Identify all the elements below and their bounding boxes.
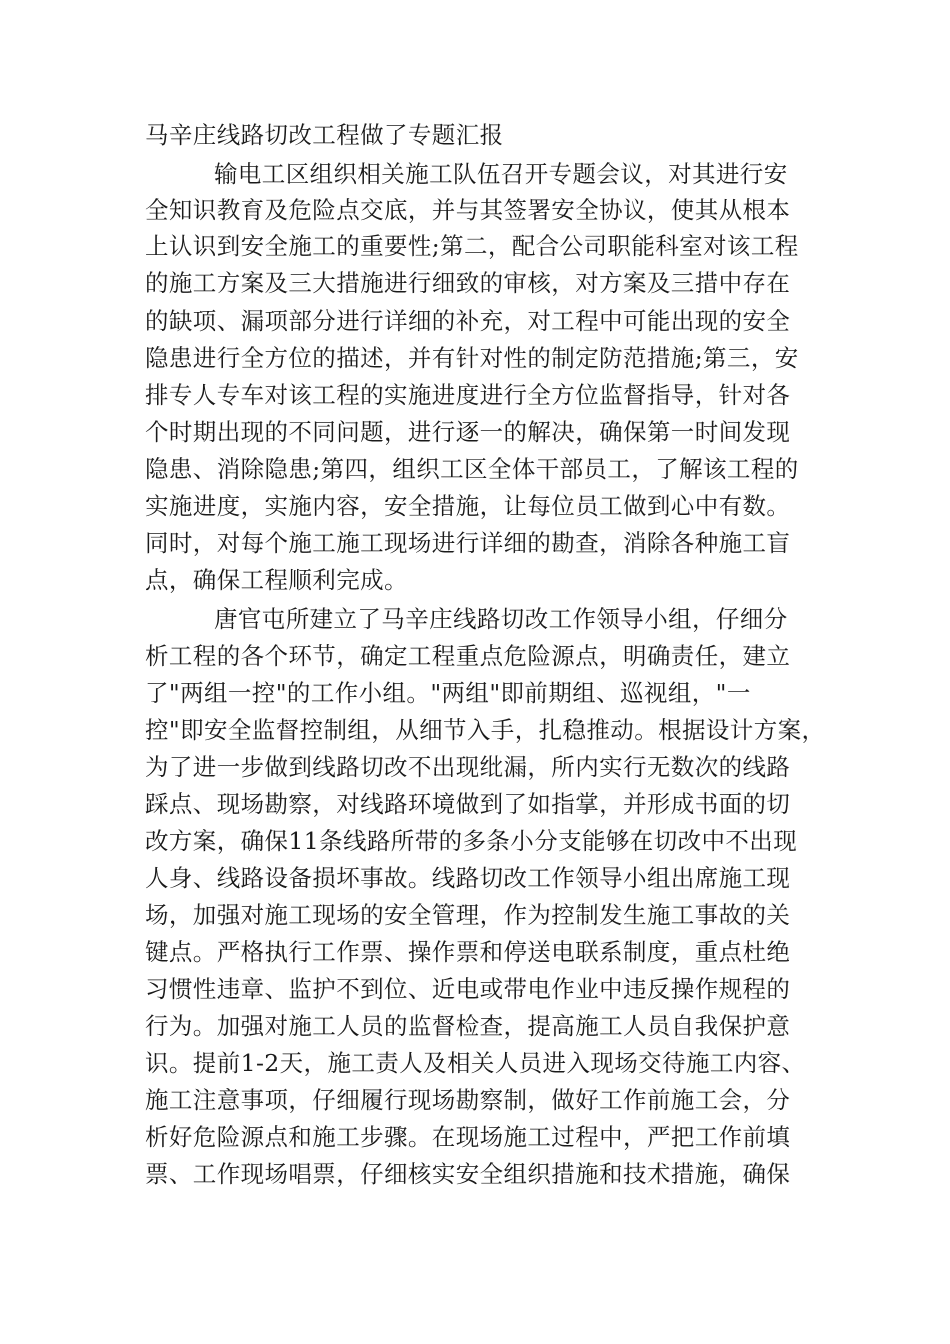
paragraph-2-line: 施工注意事项，仔细履行现场勘察制，做好工作前施工会，分 (145, 1086, 791, 1114)
paragraph-1-line: 排专人专车对该工程的实施进度进行全方位监督指导，针对各 (145, 381, 791, 409)
paragraph-2-line: 析好危险源点和施工步骤。在现场施工过程中，严把工作前填 (145, 1123, 791, 1151)
paragraph-2-line: 控"即安全监督控制组，从细节入手，扎稳推动。根据设计方案， (145, 716, 826, 744)
paragraph-2-line: 改方案，确保11条线路所带的多条小分支能够在切改中不出现 (145, 827, 798, 855)
document-heading: 马辛庄线路切改工程做了专题汇报 (145, 121, 504, 149)
paragraph-1-line: 隐患、消除隐患;第四，组织工区全体干部员工，了解该工程的 (145, 455, 799, 483)
paragraph-2-line: 了"两组一控"的工作小组。"两组"即前期组、巡视组，"一 (145, 679, 751, 707)
paragraph-2-line: 习惯性违章、监护不到位、近电或带电作业中违反操作规程的 (145, 975, 791, 1003)
paragraph-2-line: 为了进一步做到线路切改不出现纰漏，所内实行无数次的线路 (145, 753, 791, 781)
paragraph-1-line: 实施进度，实施内容，安全措施，让每位员工做到心中有数。 (145, 492, 791, 520)
paragraph-1-line: 同时，对每个施工施工现场进行详细的勘查，消除各种施工盲 (145, 529, 791, 557)
paragraph-2-line: 场，加强对施工现场的安全管理，作为控制发生施工事故的关 (145, 901, 791, 929)
paragraph-2-line: 踩点、现场勘察，对线路环境做到了如指掌，并形成书面的切 (145, 790, 791, 818)
paragraph-2-line: 人身、线路设备损坏事故。线路切改工作领导小组出席施工现 (145, 864, 791, 892)
paragraph-1-line: 隐患进行全方位的描述，并有针对性的制定防范措施;第三，安 (145, 344, 799, 372)
paragraph-1-line: 个时期出现的不同问题，进行逐一的解决，确保第一时间发现 (145, 418, 791, 446)
paragraph-1-line: 的施工方案及三大措施进行细致的审核，对方案及三措中存在 (145, 269, 791, 297)
paragraph-2-line: 键点。严格执行工作票、操作票和停送电联系制度，重点杜绝 (145, 938, 791, 966)
paragraph-1-line: 全知识教育及危险点交底，并与其签署安全协议，使其从根本 (145, 196, 791, 224)
paragraph-1-line: 点，确保工程顺利完成。 (145, 566, 408, 594)
paragraph-2-line: 析工程的各个环节，确定工程重点危险源点，明确责任，建立 (145, 642, 791, 670)
paragraph-2-line: 唐官屯所建立了马辛庄线路切改工作领导小组，仔细分 (214, 605, 788, 633)
paragraph-2-line: 票、工作现场唱票，仔细核实安全组织措施和技术措施，确保 (145, 1160, 791, 1188)
paragraph-1-line: 的缺项、漏项部分进行详细的补充，对工程中可能出现的安全 (145, 307, 791, 335)
paragraph-1-line: 上认识到安全施工的重要性;第二，配合公司职能科室对该工程 (145, 232, 799, 260)
paragraph-2-line: 识。提前1-2天，施工责人及相关人员进入现场交待施工内容、 (145, 1049, 806, 1077)
paragraph-2-line: 行为。加强对施工人员的监督检查，提高施工人员自我保护意 (145, 1012, 791, 1040)
paragraph-1-line: 输电工区组织相关施工队伍召开专题会议，对其进行安 (214, 160, 788, 188)
